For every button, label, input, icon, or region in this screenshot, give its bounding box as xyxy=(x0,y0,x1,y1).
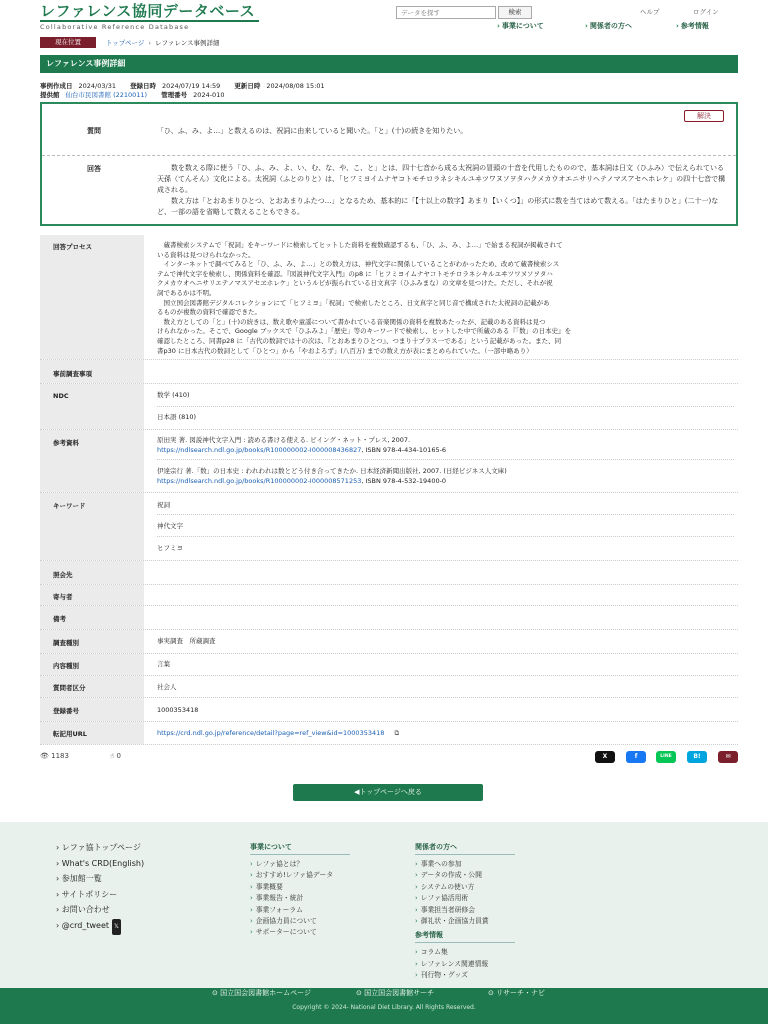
share-x-button[interactable]: X xyxy=(595,751,615,763)
reg-number-label: 登録番号 xyxy=(40,698,144,721)
nav-stakeholders-label: 関係者の方へ xyxy=(589,22,632,30)
footer-link-label: @crd_tweet xyxy=(61,920,110,930)
chevron-right-icon: › xyxy=(415,871,418,880)
footer-link-label: お問い合わせ xyxy=(61,905,110,915)
chevron-right-icon: › xyxy=(250,905,253,914)
research-navi-link[interactable] xyxy=(488,988,545,998)
updated-value: 2024/08/08 15:01 xyxy=(266,82,325,90)
login-link[interactable]: ログイン xyxy=(693,8,719,16)
footer-link-label: おすすめ!レファ協データ xyxy=(255,871,334,880)
footer-link-label: 参加館一覧 xyxy=(61,874,102,884)
divider xyxy=(157,536,734,537)
process-line: クメカウオヘニサリエテノマスアセヱホレケ」というルビが振られている日文真字（ひふみまな）の文章を見つけた。ただし、それが祝 xyxy=(157,279,553,288)
ndc-row xyxy=(40,384,738,430)
ndc-label: NDC xyxy=(40,384,144,429)
footer-bottom-bar xyxy=(0,988,768,1024)
share-facebook-button[interactable]: f xyxy=(626,751,646,763)
nav-about-label: 事業について xyxy=(501,22,544,30)
divider xyxy=(157,514,734,515)
share-line-button[interactable]: LINE xyxy=(656,751,676,763)
prior-research-label: 事前調査事項 xyxy=(40,360,144,383)
chevron-right-icon: › xyxy=(415,917,418,926)
answer-paragraph-2: 数え方は「とおあまりひとつ、とおあまりふたつ…」となるため、基本的に「【十以上の数字】あまり【いくつ】」の形式に数を当てはめて数える。「はたまりひと」(二十一)など、一部の語を省略して数えることもできる。 xyxy=(157,197,719,216)
prior-research-row xyxy=(40,360,738,384)
external-link-icon: ⊙ xyxy=(212,989,221,997)
footer-link-label: サポーターについて xyxy=(255,928,317,937)
chevron-right-icon: › xyxy=(250,894,253,903)
breadcrumb-home-link[interactable]: トップページ xyxy=(106,39,145,47)
chevron-right-icon: › xyxy=(415,905,418,914)
question-text: 「ひ、ふ、み、よ…」と数えるのは、祝詞に由来していると聞いた。「と」(十)の続きを知りたい。 xyxy=(157,127,468,135)
footer xyxy=(0,822,768,988)
reference-citation: 原田実 著. 図説神代文字入門 : 読める書ける使える. ビイング・ネット・プレス, 2007. xyxy=(157,436,411,444)
process-line: テムで神代文字を検索し、関係資料を確認。『図説神代文字入門』のp8 に「ヒフミヨイムナヤコトモチロラネシキルユヰツワヌソヲタハ xyxy=(157,269,553,278)
questioner-value: 社会人 xyxy=(157,683,177,691)
eye-icon: 👁 xyxy=(40,752,49,760)
chevron-right-icon: › xyxy=(415,959,418,968)
mgmt-label: 管理番号 xyxy=(161,91,188,99)
footer-link-label: データの作成・公開 xyxy=(420,871,482,880)
footer-link[interactable] xyxy=(415,959,515,970)
footer-link-label: 刊行物・グッズ xyxy=(420,971,468,980)
content-type-row xyxy=(40,654,738,676)
footer-link[interactable] xyxy=(250,916,350,927)
reference-item xyxy=(157,467,734,486)
footer-link[interactable] xyxy=(250,870,350,881)
search-input[interactable] xyxy=(396,6,496,19)
permalink-value xyxy=(157,729,734,739)
help-link[interactable]: ヘルプ xyxy=(640,8,660,16)
chevron-right-icon: › xyxy=(415,971,418,980)
process-line: 数え方としての「と」(十)の続きは、数え歌や童謡について書かれている音楽関係の資料を複数あたったが、記載のある資料は見つ xyxy=(157,317,546,326)
like-count-value: 0 xyxy=(116,752,121,760)
keyword-item: ヒフミヨ xyxy=(157,544,183,552)
chevron-right-icon: › xyxy=(415,948,418,957)
footer-link[interactable] xyxy=(415,970,515,981)
process-line: るものが複数の資料で確認できた。 xyxy=(157,308,261,317)
chevron-right-icon: › xyxy=(585,22,588,30)
ndl-home-link[interactable] xyxy=(212,988,311,998)
footer-link[interactable] xyxy=(415,893,515,904)
chevron-right-icon: › xyxy=(56,843,62,852)
references-row xyxy=(40,430,738,493)
copyright: Copyright © 2024- National Diet Library. All Rights Reserved. xyxy=(292,1004,476,1011)
keywords-row xyxy=(40,493,738,561)
reference-link[interactable]: https://ndlsearch.ndl.go.jp/books/R100000002-I000008436827 xyxy=(157,445,362,454)
registered-value: 2024/07/19 14:59 xyxy=(162,82,221,90)
footer-link[interactable] xyxy=(415,905,515,916)
footer-link[interactable] xyxy=(56,856,144,872)
footer-link-label: サイトポリシー xyxy=(61,889,118,899)
answer-paragraph-1: 数を数える際に使う「ひ、ふ、み、よ、い、む、な、や、こ、と」とは、四十七音から成る太祝詞の冒頭の十音を代用したものので、基本詞は日文（ひふみ）で伝えられている天孫（てんそん）文化による。太祝詞（ふとのりと）は、「ヒフミヨイムナヤコトモチロラネシキルユヰツワヌソヲタハクメカウオエニサリヘテノマスアセヘホレケ」の四十七音で構成される。 xyxy=(157,164,726,194)
footer-about-column xyxy=(250,842,350,939)
permalink-label: 転記用URL xyxy=(40,722,144,744)
chevron-right-icon: › xyxy=(250,860,253,868)
copy-icon[interactable]: ⧉ xyxy=(394,729,400,737)
remarks-label: 備考 xyxy=(40,606,144,629)
survey-type-label: 調査種別 xyxy=(40,630,144,653)
reference-isbn: , ISBN 978-4-434-10165-6 xyxy=(361,445,447,454)
referral-label: 照会先 xyxy=(40,561,144,584)
share-email-button[interactable]: ✉ xyxy=(718,751,738,763)
breadcrumb-current: レファレンス事例詳細 xyxy=(155,39,220,47)
process-line: けられなかった。そこで、Google ブックスで「ひふみよ」「歴史」等のキーワードで検索し、ヒットした中で所蔵のある『「数」の日本史』を xyxy=(157,327,572,336)
divider xyxy=(157,459,734,460)
site-logo[interactable] xyxy=(40,3,290,31)
footer-link[interactable] xyxy=(415,870,515,881)
case-meta-library xyxy=(40,90,236,99)
footer-link-label: 御礼状・企画協力員賞 xyxy=(420,917,489,926)
mgmt-value: 2024-010 xyxy=(193,91,225,99)
library-link[interactable]: 仙台市民図書館 (2210011) xyxy=(65,91,148,99)
registered-label: 登録日時 xyxy=(130,82,157,90)
referral-row xyxy=(40,561,738,585)
footer-link[interactable] xyxy=(56,871,144,887)
footer-link-label: レファレンス関連情報 xyxy=(420,959,489,968)
chevron-right-icon: › xyxy=(56,858,62,868)
footer-heading: 参考情報 xyxy=(415,930,515,943)
search-button[interactable]: 検索 xyxy=(498,6,532,19)
process-line: インターネットで調べてみると「ひ、ふ、み、よ…」との数え方は、神代文字に関係していることがわかったため、改めて蔵書検索シス xyxy=(157,260,560,269)
content-type-label: 内容種別 xyxy=(40,654,144,675)
ndl-search-link[interactable] xyxy=(356,988,434,998)
questioner-row xyxy=(40,676,738,698)
reference-citation: 伊達宗行 著.「数」の日本史 : われわれは数とどう付き合ってきたか. 日本経済新聞出版社, 2007. (日経ビジネス人文庫) xyxy=(157,467,507,475)
footer-link-label: コラム集 xyxy=(420,948,448,957)
keywords-label: キーワード xyxy=(40,493,144,560)
reference-item xyxy=(157,436,734,455)
footer-link-label: レファ協とは？ xyxy=(255,860,304,868)
contributor-label: 寄与者 xyxy=(40,585,144,605)
chevron-right-icon: › xyxy=(497,22,500,30)
answer-text xyxy=(157,163,730,218)
breadcrumb-badge: 現在位置 xyxy=(40,37,96,48)
permalink-row xyxy=(40,722,738,745)
footer-link[interactable] xyxy=(415,947,515,958)
chevron-right-icon: › xyxy=(56,920,62,930)
process-line: 国立国会図書館デジタルコレクションにて「ヒフミヨ」「祝詞」で検索したところ、日文真字と同じ音で構成された太祝詞の記載があ xyxy=(157,298,550,307)
ndc-item: 日本語 (810) xyxy=(157,413,197,421)
footer-link-label: 事業担当者研修会 xyxy=(420,905,476,914)
footer-link-label: 事業報告・統計 xyxy=(255,894,304,903)
footer-link[interactable] xyxy=(415,916,515,927)
questioner-label: 質問者区分 xyxy=(40,676,144,697)
divider xyxy=(157,406,734,407)
chevron-right-icon: › xyxy=(676,22,679,30)
footer-link[interactable] xyxy=(56,887,144,903)
nav-stakeholders[interactable] xyxy=(585,21,632,31)
chevron-right-icon: › xyxy=(415,882,418,891)
footer-link[interactable] xyxy=(56,902,144,918)
thumbs-up-icon: ☝ xyxy=(110,752,115,760)
chevron-right-icon: › xyxy=(56,874,62,884)
footer-link-label: 企画協力員について xyxy=(255,917,317,926)
survey-type-value: 事実調査 所蔵調査 xyxy=(157,637,216,645)
question-row xyxy=(42,104,736,156)
research-navi-label: リサーチ・ナビ xyxy=(496,989,545,997)
process-line: 蔵書検索システムで「祝詞」をキーワードに検索してヒットした資料を複数確認するも、「ひ、ふ、み、よ…」で始まる祝詞が掲載されて xyxy=(157,241,563,249)
logo-title: レファレンス協同データベース xyxy=(40,3,259,22)
chevron-right-icon: › xyxy=(56,905,62,915)
view-count-value: 1183 xyxy=(51,752,69,760)
keyword-item: 祝詞 xyxy=(157,501,170,509)
footer-link[interactable] xyxy=(250,859,350,870)
updated-label: 更新日時 xyxy=(234,82,261,90)
process-line: 書p30 に日本古代の数詞として「ひとつ」から「やおよろず」(八百万) までの数え方が表にまとめられていた。（一部中略あり） xyxy=(157,346,533,355)
footer-link[interactable] xyxy=(56,840,144,856)
process-label: 回答プロセス xyxy=(40,235,144,359)
chevron-right-icon: › xyxy=(56,889,62,899)
question-answer-box xyxy=(40,102,738,226)
reference-link[interactable]: https://ndlsearch.ndl.go.jp/books/R100000002-I000008571253 xyxy=(157,476,362,485)
breadcrumb xyxy=(106,38,220,47)
chevron-right-icon: › xyxy=(250,928,253,937)
process-line: 詞であるかは不明。 xyxy=(157,288,216,297)
footer-link-label: レファ協活用術 xyxy=(420,894,469,903)
footer-link-label: 事業への参加 xyxy=(420,860,462,868)
ndl-search-label: 国立国会図書館サーチ xyxy=(364,989,435,997)
footer-link[interactable] xyxy=(415,882,515,893)
created-label: 事例作成日 xyxy=(40,82,73,90)
nav-reference-info[interactable] xyxy=(676,21,709,31)
footer-link-label: システムの使い方 xyxy=(420,882,475,891)
footer-link[interactable] xyxy=(250,882,350,893)
ndl-home-label: 国立国会図書館ホームページ xyxy=(220,989,311,997)
footer-link-label: 事業フォーラム xyxy=(255,905,303,914)
chevron-right-icon: › xyxy=(250,882,253,891)
footer-link[interactable] xyxy=(56,918,144,935)
process-text xyxy=(157,241,734,356)
footer-link-label: レファ協トップページ xyxy=(61,843,141,852)
back-to-top-button[interactable]: ◀トップページへ戻る xyxy=(293,784,483,801)
external-link-icon: ⊙ xyxy=(356,989,365,997)
like-count xyxy=(110,752,121,760)
external-link-icon: ⊙ xyxy=(488,989,497,997)
remarks-row xyxy=(40,606,738,630)
footer-link[interactable] xyxy=(250,905,350,916)
nav-about[interactable] xyxy=(497,21,544,31)
page-title: レファレンス事例詳細 xyxy=(40,55,738,73)
answer-label: 回答 xyxy=(87,165,101,173)
library-label: 提供館 xyxy=(40,91,60,99)
status-badge: 解決 xyxy=(684,110,724,122)
footer-link[interactable] xyxy=(250,893,350,904)
chevron-right-icon: › xyxy=(415,894,418,903)
logo-subtitle: Collaborative Reference Database xyxy=(40,23,190,31)
chevron-right-icon: › xyxy=(250,871,253,880)
contributor-row xyxy=(40,585,738,606)
process-line: いる資料は見つけられなかった。 xyxy=(157,250,255,259)
process-line: 確認したところ、同書p28 に「古代の数詞では十の次は、『とおあまりひとつ』、つまり十プラス一である」という記載があった。また、同 xyxy=(157,336,562,345)
process-row xyxy=(40,235,738,360)
footer-stakeholders-column xyxy=(415,842,515,982)
question-label: 質問 xyxy=(87,127,101,135)
footer-link-label: 事業概要 xyxy=(255,882,283,891)
created-value: 2024/03/31 xyxy=(78,82,116,90)
chevron-right-icon: › xyxy=(415,860,418,868)
footer-main-links xyxy=(56,840,144,935)
footer-link[interactable] xyxy=(250,927,350,938)
footer-heading: 事業について xyxy=(250,842,350,855)
reg-number-row xyxy=(40,698,738,722)
survey-type-row xyxy=(40,630,738,654)
breadcrumb-separator: › xyxy=(148,39,152,47)
share-hatena-button[interactable]: B! xyxy=(687,751,707,763)
content-type-value: 言葉 xyxy=(157,660,170,668)
references-label: 参考資料 xyxy=(40,430,144,492)
nav-reference-info-label: 参考情報 xyxy=(680,22,709,30)
footer-link[interactable] xyxy=(415,859,515,870)
chevron-right-icon: › xyxy=(250,917,253,926)
reg-number-value: 1000353418 xyxy=(157,706,199,714)
reference-isbn: , ISBN 978-4-532-19400-0 xyxy=(361,476,447,485)
ndc-item: 数学 (410) xyxy=(157,391,190,399)
view-count xyxy=(40,752,69,760)
permalink-link[interactable]: https://crd.ndl.go.jp/reference/detail?page=ref_view&id=1000353418 xyxy=(157,729,385,737)
footer-link-label: What's CRD(English) xyxy=(61,858,145,868)
keyword-item: 神代文字 xyxy=(157,522,183,530)
x-logo-icon: 𝕏 xyxy=(112,919,121,935)
footer-heading: 関係者の方へ xyxy=(415,842,515,855)
case-meta-dates xyxy=(40,81,337,90)
